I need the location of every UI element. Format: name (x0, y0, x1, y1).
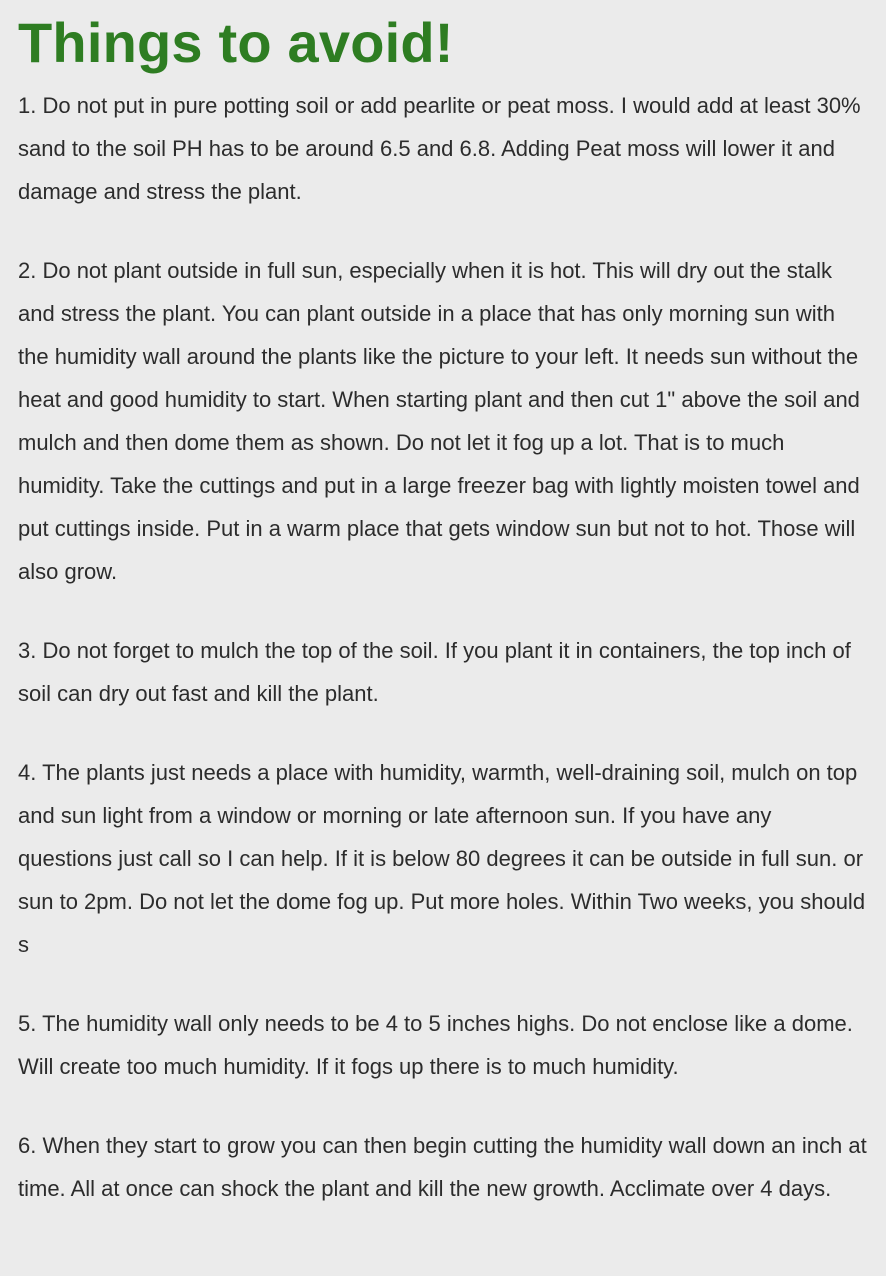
avoid-item-3: 3. Do not forget to mulch the top of the soil. If you plant it in containers, the top inch of soil can dry out fast and kill the plant. (18, 638, 851, 706)
avoid-item-6: 6. When they start to grow you can then begin cutting the humidity wall down an inch at time. All at once can shock the plant and kill the new growth. Acclimate over 4 days. (18, 1133, 867, 1201)
avoid-item-5: 5. The humidity wall only needs to be 4 to 5 inches highs. Do not enclose like a dome. Will create too much humidity. If it fogs up there is to much humidity. (18, 1011, 853, 1079)
avoid-item-2: 2. Do not plant outside in full sun, especially when it is hot. This will dry out the stalk and stress the plant. You can plant outside in a place that has only morning sun with the humidity wall around the plants like the picture to your left. It needs sun without the heat and good humidity to start. When starting plant and then cut 1" above the soil and mulch and then dome them as shown. Do not let it fog up a lot. That is to much humidity. Take the cuttings and put in a large freezer bag with lightly moisten towel and put cuttings inside. Put in a warm place that gets window sun but not to hot. Those will also grow. (18, 258, 860, 584)
avoid-item-1: 1. Do not put in pure potting soil or add pearlite or peat moss. I would add at least 30% sand to the soil PH has to be around 6.5 and 6.8. Adding Peat moss will lower it and damage and stress the plant. (18, 93, 861, 204)
page-heading: Things to avoid! (18, 11, 454, 74)
avoid-item-4: 4. The plants just needs a place with humidity, warmth, well-draining soil, mulch on top and sun light from a window or morning or late afternoon sun. If you have any questions just call so I can help. If it is below 80 degrees it can be outside in full sun. or sun to 2pm. Do not let the dome fog up. Put more holes. Within Two weeks, you should s (18, 760, 866, 957)
avoid-list (18, 84, 868, 1210)
